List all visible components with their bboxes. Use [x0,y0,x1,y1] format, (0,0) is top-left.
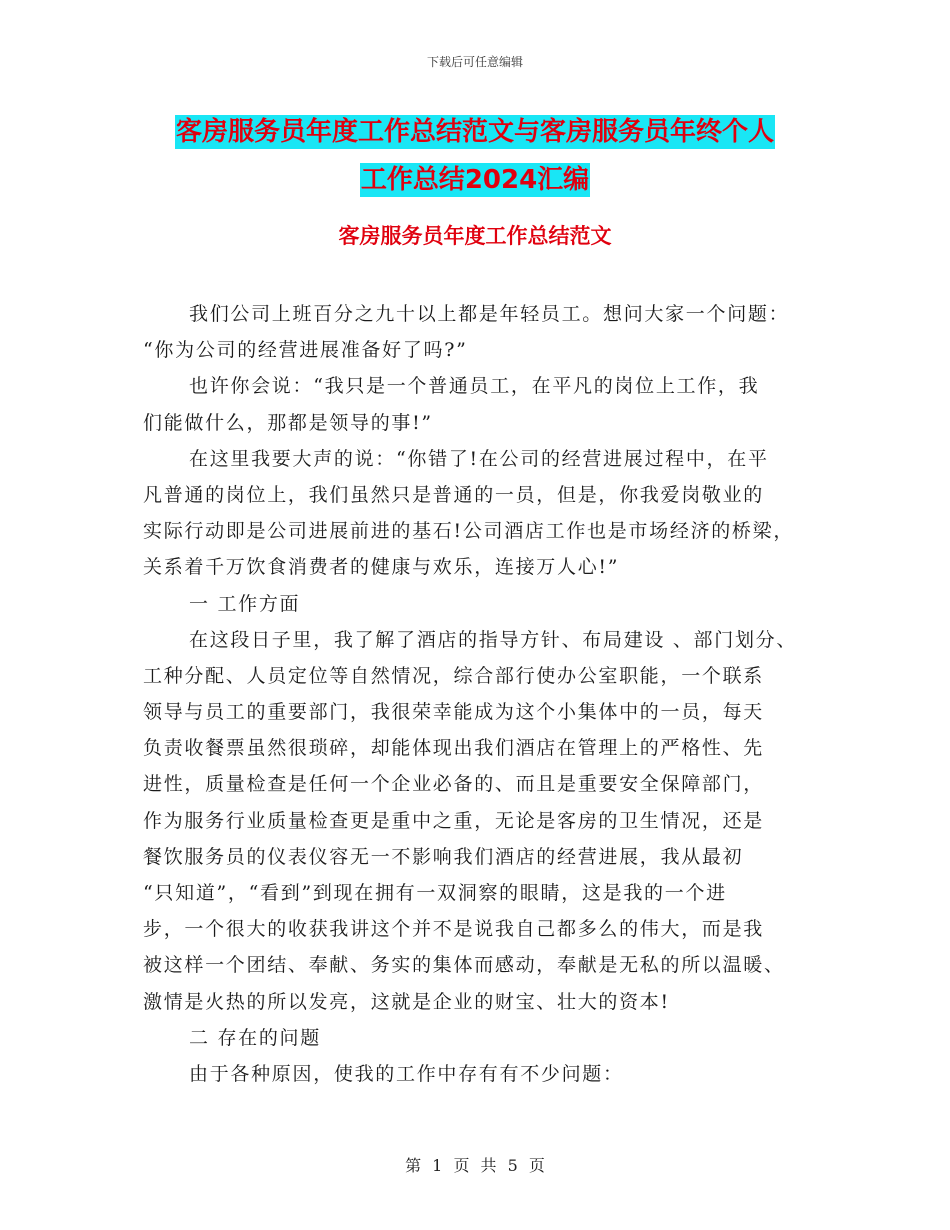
text-line: 领导与员工的重要部门，我很荣幸能成为这个小集体中的一员，每天 [143,701,765,724]
title-line-2: 工作总结2024汇编 [360,165,590,195]
text-line: 激情是火热的所以发亮，这就是企业的财宝、壮大的资本! [143,990,670,1013]
text-line: 进性，质量检查是任何一个企业必备的、而且是重要安全保障部门， [143,773,765,796]
text-line: 凡普通的岗位上，我们虽然只是普通的一员，但是，你我爱岗敬业的 [143,483,765,506]
section-heading: 一 工作方面 [189,592,301,615]
text-line: 实际行动即是公司进展前进的基石!公司酒店工作也是市场经济的桥梁， [143,520,795,543]
text-line: 们能做什么，那都是领导的事!” [143,411,433,434]
text-line: 在这里我要大声的说：“你错了!在公司的经营进展过程中，在平 [189,447,769,470]
text-line: 步，一个很大的收获我讲这个并不是说我自己都多么的伟大，而是我 [143,918,765,941]
text-line: 我们公司上班百分之九十以上都是年轻员工。想问大家一个问题： [189,303,790,325]
page-number: 第 1 页 共 5 页 [405,1156,545,1175]
text-line: 工种分配、人员定位等自然情况，综合部行使办公室职能，一个联系 [143,664,765,687]
title-line-1: 客房服务员年度工作总结范文与客房服务员年终个人 [175,117,774,147]
text-line: 作为服务行业质量检查更是重中之重，无论是客房的卫生情况，还是 [143,809,765,832]
text-line: 被这样一个团结、奉献、务实的集体而感动，奉献是无私的所以温暖、 [143,954,785,977]
text-line: 在这段日子里，我了解了酒店的指导方针、布局建设 、部门划分、 [189,628,798,651]
text-line: 餐饮服务员的仪表仪容无一不影响我们酒店的经营进展，我从最初 [143,845,744,868]
section-title: 客房服务员年度工作总结范文 [338,224,612,248]
text-line: 由于各种原因，使我的工作中存有有不少问题： [189,1062,624,1085]
text-line: 关系着千万饮食消费者的健康与欢乐，连接万人心!” [143,556,620,579]
document-title [0,108,950,204]
section-heading: 二 存在的问题 [189,1026,321,1049]
text-line: “只知道”，“看到”到现在拥有一双洞察的眼睛，这是我的一个进 [143,882,727,904]
document-body [143,296,823,1092]
text-line: “你为公司的经营进展准备好了吗?” [143,339,468,362]
text-line: 负责收餐票虽然很琐碎，却能体现出我们酒店在管理上的严格性、先 [143,737,765,760]
text-line: 也许你会说：“我只是一个普通员工，在平凡的岗位上工作，我 [189,375,760,398]
page-header-note: 下载后可任意编辑 [426,55,523,69]
